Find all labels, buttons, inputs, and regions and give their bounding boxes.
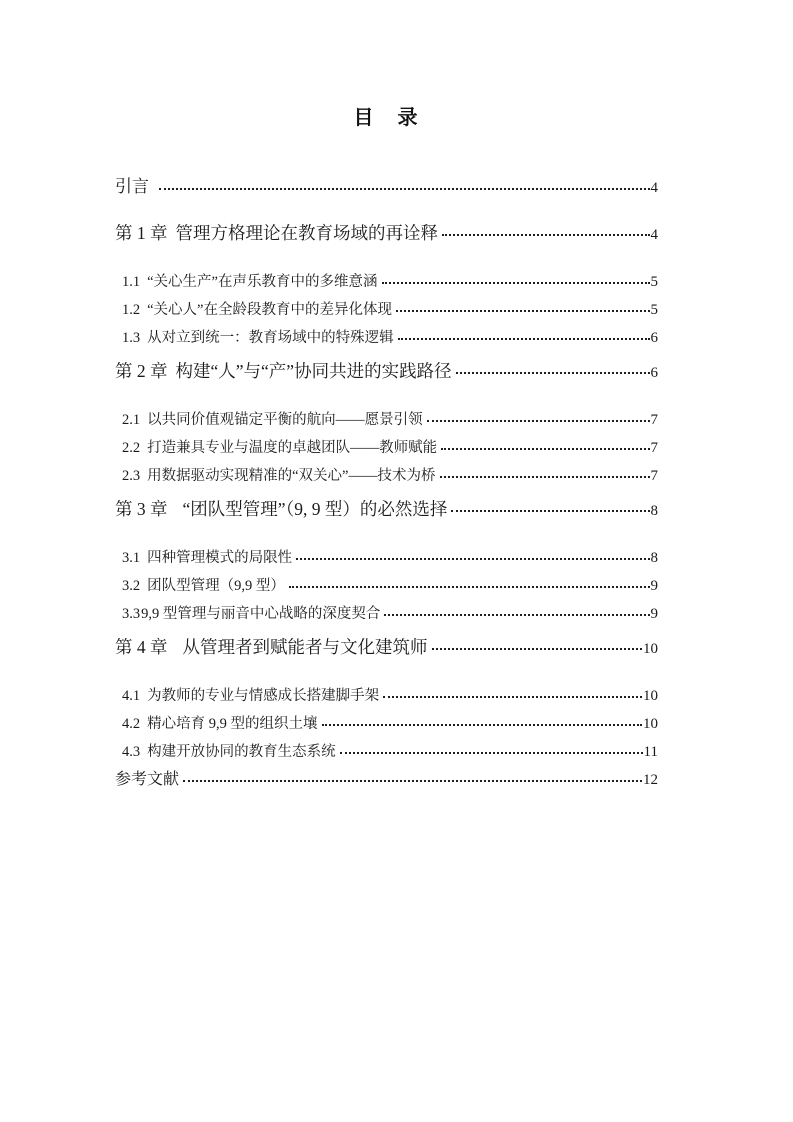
toc-entry[interactable] bbox=[115, 766, 658, 794]
toc-entry-label: 用数据驱动实现精准的“双关心”——技术为桥 bbox=[147, 468, 436, 484]
toc-entry-label: “团队型管理”（9, 9 型）的必然选择 bbox=[182, 499, 448, 519]
toc-entry-page: 5 bbox=[650, 274, 658, 290]
dot-leader bbox=[296, 558, 649, 560]
toc-entry-page: 9 bbox=[650, 578, 658, 594]
toc-entry-number: 3.2 bbox=[122, 578, 141, 594]
toc-title: 目 录 bbox=[353, 107, 420, 129]
toc-entry-page: 6 bbox=[650, 365, 658, 381]
toc-entry[interactable] bbox=[115, 359, 658, 385]
toc-entry-number: 1.2 bbox=[122, 302, 141, 318]
toc-entry-label: “关心人”在全龄段教育中的差异化体现 bbox=[147, 302, 392, 318]
toc-entry-number: 4.2 bbox=[122, 716, 141, 732]
toc-entry[interactable] bbox=[115, 221, 658, 247]
toc-entry[interactable] bbox=[115, 462, 658, 490]
toc-entry-number: 第 1 章 bbox=[115, 223, 168, 243]
toc-entry[interactable] bbox=[115, 738, 658, 766]
toc-entry-page: 6 bbox=[650, 330, 658, 346]
dot-leader bbox=[382, 282, 650, 284]
toc-entry-number: 第 2 章 bbox=[115, 361, 168, 381]
toc-entry-label: “关心生产”在声乐教育中的多维意涵 bbox=[147, 274, 378, 290]
toc-entry-number: 3.1 bbox=[122, 550, 141, 566]
dot-leader bbox=[398, 338, 650, 340]
toc-entry[interactable] bbox=[115, 434, 658, 462]
dot-leader bbox=[427, 420, 650, 422]
toc-entry-number: 4.1 bbox=[122, 688, 141, 704]
dot-leader bbox=[383, 696, 642, 698]
toc-entry-label: 打造兼具专业与温度的卓越团队——教师赋能 bbox=[147, 440, 438, 456]
dot-leader bbox=[441, 448, 649, 450]
toc-entry-number: 第 4 章 bbox=[115, 637, 168, 657]
toc-entry[interactable] bbox=[115, 682, 658, 710]
toc-entry-label: 精心培育 9,9 型的组织土壤 bbox=[147, 716, 318, 732]
dot-leader bbox=[442, 234, 650, 236]
toc-entry-page: 10 bbox=[643, 716, 658, 732]
toc-entry-label: 构建“人”与“产”协同共进的实践路径 bbox=[175, 361, 452, 381]
dot-leader bbox=[159, 188, 650, 190]
toc-entry-page: 12 bbox=[643, 772, 658, 788]
toc-entry-number: 3.3 bbox=[122, 606, 141, 622]
dot-leader bbox=[456, 372, 650, 374]
dot-leader bbox=[340, 752, 643, 754]
toc-entry-page: 8 bbox=[650, 550, 658, 566]
toc-entry-number: 1.3 bbox=[122, 330, 141, 346]
dot-leader bbox=[451, 510, 649, 512]
toc-entry-label: 从管理者到赋能者与文化建筑师 bbox=[182, 637, 428, 657]
dot-leader bbox=[322, 724, 643, 726]
dot-leader bbox=[183, 780, 642, 782]
dot-leader bbox=[396, 310, 650, 312]
toc-entry-label: 从对立到统一：教育场域中的特殊逻辑 bbox=[147, 330, 394, 346]
toc-entry-page: 7 bbox=[650, 440, 658, 456]
toc-entry-number: 2.2 bbox=[122, 440, 141, 456]
toc-entry-number: 2.3 bbox=[122, 468, 141, 484]
toc-entry-label: 四种管理模式的局限性 bbox=[147, 550, 293, 566]
toc-entry[interactable] bbox=[115, 635, 658, 661]
toc-entry-page: 7 bbox=[650, 468, 658, 484]
toc-entry-page: 8 bbox=[650, 503, 658, 519]
toc-entry-page: 7 bbox=[650, 412, 658, 428]
toc-entry[interactable] bbox=[115, 710, 658, 738]
toc-entry[interactable] bbox=[115, 268, 658, 296]
toc-entry-label: 9,9 型管理与丽音中心战略的深度契合 bbox=[141, 606, 381, 622]
toc-entry-page: 4 bbox=[650, 227, 658, 243]
dot-leader bbox=[384, 614, 649, 616]
toc-entry-label: 为教师的专业与情感成长搭建脚手架 bbox=[147, 688, 380, 704]
toc-entry[interactable] bbox=[115, 324, 658, 352]
toc-entry-label: 团队型管理（9,9 型） bbox=[147, 578, 285, 594]
toc-entry-page: 10 bbox=[643, 688, 658, 704]
toc-entry-number: 1.1 bbox=[122, 274, 141, 290]
toc-entry[interactable] bbox=[115, 497, 658, 523]
toc-entry-label: 构建开放协同的教育生态系统 bbox=[147, 744, 336, 760]
toc-entry-page: 10 bbox=[643, 641, 658, 657]
toc-entry-label: 以共同价值观锚定平衡的航向——愿景引领 bbox=[147, 412, 423, 428]
dot-leader bbox=[432, 648, 643, 650]
toc-entry-page: 9 bbox=[650, 606, 658, 622]
toc-list bbox=[115, 175, 658, 794]
dot-leader bbox=[440, 476, 650, 478]
toc-entry[interactable] bbox=[115, 175, 658, 200]
toc-entry[interactable] bbox=[115, 406, 658, 434]
toc-entry-label: 参考文献 bbox=[115, 771, 180, 788]
dot-leader bbox=[289, 586, 650, 588]
toc-entry-page: 5 bbox=[650, 302, 658, 318]
toc-entry-number: 4.3 bbox=[122, 744, 141, 760]
toc-entry[interactable] bbox=[115, 600, 658, 628]
toc-entry[interactable] bbox=[115, 296, 658, 324]
toc-entry-page: 4 bbox=[650, 180, 658, 196]
toc-entry-number: 2.1 bbox=[122, 412, 141, 428]
toc-entry[interactable] bbox=[115, 544, 658, 572]
toc-entry[interactable] bbox=[115, 572, 658, 600]
toc-entry-label: 管理方格理论在教育场域的再诠释 bbox=[175, 223, 438, 243]
toc-entry-label: 引言 bbox=[115, 177, 149, 196]
toc-entry-page: 11 bbox=[643, 744, 658, 760]
toc-entry-number: 第 3 章 bbox=[115, 499, 168, 519]
